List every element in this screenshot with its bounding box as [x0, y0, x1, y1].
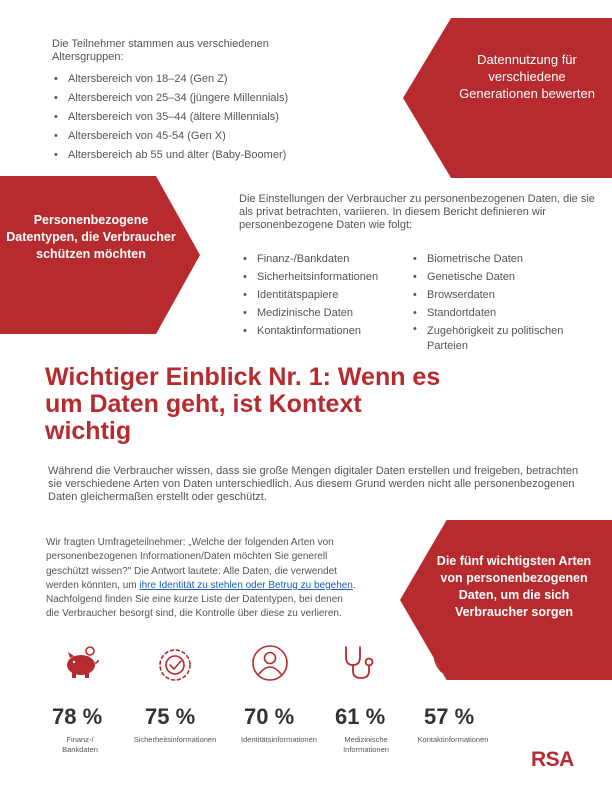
list-item: • Zugehörigkeit zu politischen Parteien	[411, 322, 591, 354]
stat-value: 57 %	[424, 704, 475, 729]
list-item: • Finanz-/Bankdaten	[241, 250, 406, 268]
stat-value: 70 %	[244, 704, 295, 729]
stat-label	[50, 735, 110, 755]
rsa-logo: RSA	[531, 748, 574, 771]
stat-label-line: Sicherheitsinformationen	[133, 735, 217, 744]
stat-label-line: Finanz-/	[66, 735, 94, 744]
stat-label-line: Bankdaten	[62, 745, 98, 754]
identity-theft-link[interactable]: ihre Identität zu stehlen oder Betrug zu begehen	[139, 579, 353, 591]
list-item: • Genetische Daten	[411, 268, 591, 286]
list-item: • Medizinische Daten	[241, 304, 406, 322]
stat-label	[123, 735, 227, 745]
list-item: • Altersbereich von 25–34 (jüngere Millennials)	[52, 89, 352, 108]
top-five-callout-text: Die fünf wichtigsten Arten von personenbezogenen Daten, um die sich Verbraucher sorgen	[436, 554, 592, 619]
piggy-bank-icon	[60, 643, 100, 683]
list-item: • Standortdaten	[411, 304, 591, 322]
stat-label-line: Kontaktinformationen	[417, 735, 489, 744]
personal-data-intro: Die Einstellungen der Verbraucher zu personenbezogenen Daten, die sie als privat betrachten, variieren. In diesem Bericht definieren wir personenbezogene Daten wie folgt:	[239, 193, 595, 231]
insight-body: Während die Verbraucher wissen, dass sie große Mengen digitaler Daten erstellen und freigeben, betrachten sie verschiedene Arten von Daten unterschiedlich. Aus diesem Grund werden nicht alle personenbezogenen Daten gleichermaßen erstellt oder geschützt.	[48, 465, 579, 503]
age-group-list	[52, 70, 352, 165]
data-types-callout-text: Personenbezogene Datentypen, die Verbraucher schützen möchten	[6, 213, 176, 261]
generations-callout-text: Datennutzung für verschiedene Generationen bewerten	[459, 52, 595, 101]
stethoscope-icon	[338, 643, 378, 683]
stat-label-line: Identitätsinformationen	[241, 735, 317, 744]
stat-label-line: Medizinische	[344, 735, 388, 744]
stat-label	[330, 735, 402, 755]
intro-text: Die Teilnehmer stammen aus verschiedenen Altersgruppen:	[52, 38, 269, 63]
list-item: • Altersbereich von 35–44 (ältere Millennials)	[52, 108, 352, 127]
person-icon	[250, 643, 290, 683]
list-item: • Altersbereich ab 55 und älter (Baby-Boomer)	[52, 146, 352, 165]
list-item: • Identitätspapiere	[241, 286, 406, 304]
stat-label	[408, 735, 498, 745]
list-item: • Altersbereich von 45-54 (Gen X)	[52, 127, 352, 146]
stat-label	[229, 735, 329, 745]
list-item: • Altersbereich von 18–24 (Gen Z)	[52, 70, 352, 89]
question-text-after: . Nachfolgend finden Sie eine kurze Liste der Datentypen, bei denen die Verbraucher besorgt sind, die Kontrolle über diese zu verlieren.	[46, 579, 356, 620]
phone-icon	[428, 645, 468, 685]
insight-headline: Wichtiger Einblick Nr. 1: Wenn es um Daten geht, ist Kontext wichtig	[45, 363, 441, 445]
stat-value: 78 %	[52, 704, 103, 729]
personal-data-list-right	[411, 250, 591, 354]
shield-check-icon	[155, 645, 195, 685]
stat-value: 75 %	[145, 704, 196, 729]
list-item: • Sicherheitsinformationen	[241, 268, 406, 286]
question-text-before: Wir fragten Umfrageteilnehmer: „Welche der folgenden Arten von personenbezogenen Informationen/Daten möchten Sie generell geschützt wissen?" Die Antwort lautete: Alle Daten, die verwendet werden könnten, um	[46, 537, 337, 591]
stat-value: 61 %	[335, 704, 386, 729]
survey-question	[46, 536, 356, 622]
list-item: • Biometrische Daten	[411, 250, 591, 268]
list-item: • Kontaktinformationen	[241, 322, 406, 340]
list-item: • Browserdaten	[411, 286, 591, 304]
personal-data-list-left	[241, 250, 406, 340]
stat-label-line: Informationen	[343, 745, 389, 754]
